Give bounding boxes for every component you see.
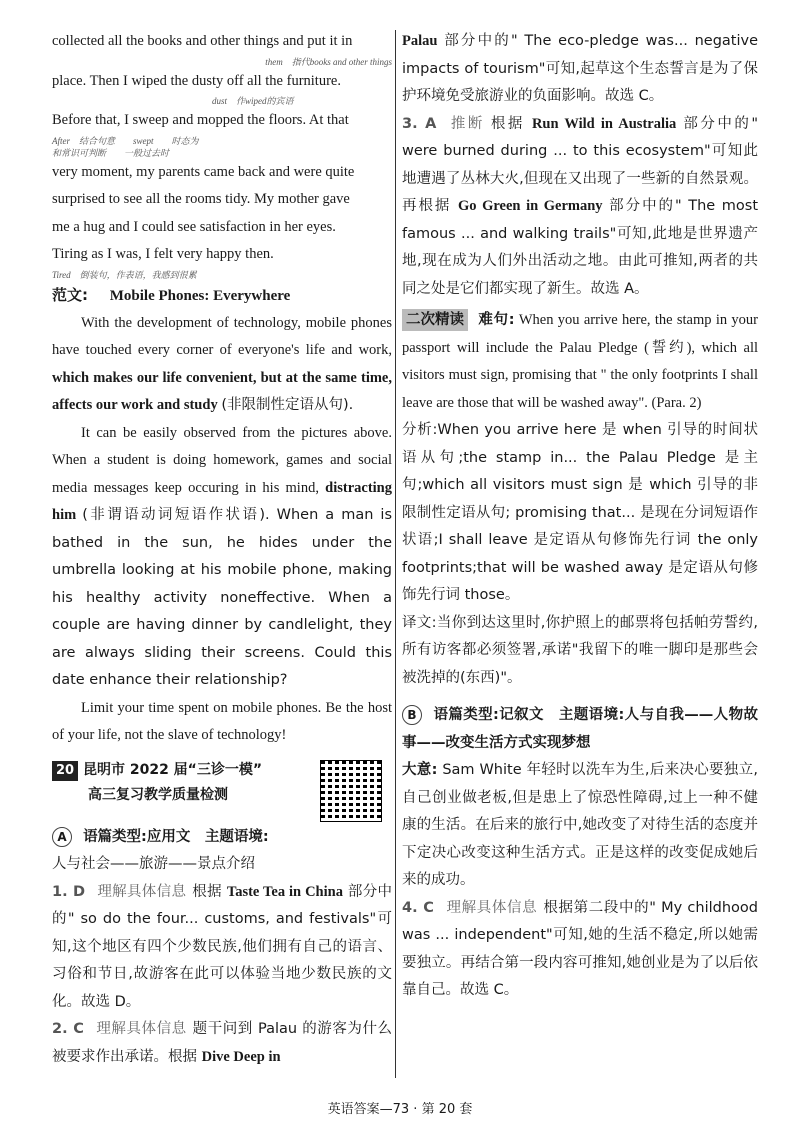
text-line: very moment, my parents came back and were quite (52, 163, 355, 180)
hard-sentence: 二次精读 难句: When you arrive here, the stamp in your passport will include the Palau Pledge (誓约), which all visitors must sign, promising that " the only footprints I shall leave are those that will be washed away". (Para. 2) (402, 307, 758, 417)
annotation: Tired 倒装句，作表语，我感到很累 (52, 269, 197, 280)
answer-1: 1. D 理解具体信息 根据 Taste Tea in China 部分中的" so do the four... customs, and festivals"可知,这个地区有四个少数民族,他们拥有自己的语言、习俗和节日,故游客在此可以体验当地少数民族的文化。故选 D。 (52, 883, 393, 1010)
left-column (52, 28, 392, 1071)
section-title: 昆明市 2022 届“三诊一模” (82, 761, 263, 778)
qr-code-icon (320, 760, 382, 822)
annotation: After 结合句意 swept 时态为 (52, 135, 199, 146)
section-number: 20 (52, 761, 78, 781)
page-footer: 英语答案—73 · 第 20 套 (327, 1102, 473, 1117)
section-header (52, 758, 392, 824)
annotation: 和常识可判断 一般过去时 (52, 147, 170, 158)
analysis: 分析:When you arrive here 是 when 引导的时间状语从句;the stamp in... the Palau Pledge 是主句;which all visitors must sign 是 which 引导的非限制性定语从句; promising that... 是现在分词短语作状语;I shall leave 是定语从句修饰先行词 the only footprints;that will be washed away 是定语从句修饰先行词 those。 (402, 422, 758, 603)
answer-4: 4. C 理解具体信息 根据第二段中的" My childhood was ... independent"可知,她的生活不稳定,所以她需要独立。再结合第一段内容可推知,她创业是为了以后依靠自己。故选 C。 (402, 899, 758, 998)
essay-paragraph: It can be easily observed from the pictures above. When a student is doing homework, games and social media messages keep occuring in his mind, distracting him (非谓语动词短语作状语). When a man is bathed in the sun, he hides under the umbrella looking at his mobile phone, making his healthy activity noneffective. When a couple are having dinner by candlelight, they are always sliding their screens. Could this date enhance their relationship? (52, 424, 393, 688)
essay-paragraph: With the development of technology, mobile phones have touched every corner of everyone's life and work, which makes our life convenient, but at the same time, affects our work and study (非限制性定语从句). (52, 314, 392, 413)
text-line: surprised to see all the rooms tidy. My mother gave (52, 191, 350, 207)
section-subtitle: 高三复习教学质量检测 (88, 786, 228, 803)
text-line: Before that, I sweep and mopped the floors. At that (52, 112, 349, 128)
annotation: them 指代books and other things (265, 56, 392, 67)
text-line: Tiring as I was, I felt very happy then. (52, 246, 274, 262)
second-read-badge: 二次精读 (402, 309, 468, 331)
text-line: place. Then I wiped the dusty off all the furniture. (52, 72, 341, 89)
passage-a-header: A 语篇类型:应用文 主题语境: (52, 824, 392, 852)
translation: 译文:当你到达这里时,你护照上的邮票将包括帕劳誓约,所有访客都必须签署,承诺"我留下的唯一脚印是那些会被洗掉的(东西)"。 (402, 614, 758, 686)
text-line: me a hug and I could see satisfaction in her eyes. (52, 218, 336, 235)
main-idea: 大意: Sam White 年轻时以洗车为生,后来决心要独立,自己创业做老板,但是患上了惊恐性障碍,过上一种不健康的生活。在后来的旅行中,她改变了对待生活的态度并下定决心改变这种生活方式。正是这样的改变促成她后来的成功。 (402, 762, 759, 888)
essay-heading (52, 281, 392, 310)
passage-a-context: 人与社会——旅游——景点介绍 (52, 856, 255, 872)
essay-paragraph: Limit your time spent on mobile phones. Be the host of your life, not the slave of technology! (52, 699, 392, 743)
column-divider (395, 30, 396, 1078)
passage-b-mark: B (402, 705, 422, 725)
essay-label: 范文: (52, 285, 88, 304)
annotation: dust 作wiped的宾语 (212, 96, 294, 106)
answer-2: 2. C 理解具体信息 题干问到 Palau 的游客为什么被要求作出承诺。根据 Dive Deep in (52, 1021, 392, 1065)
essay-title: Mobile Phones: Everywhere (109, 287, 291, 304)
passage-a-mark: A (52, 827, 72, 847)
right-column (402, 28, 758, 1005)
text-line: collected all the books and other things and put it in (52, 33, 353, 49)
answer-3: 3. A 推断 根据 Run Wild in Australia 部分中的" were burned during ... to this ecosystem"可知此地遭遇了丛林大火,但现在又出现了一些新的自然景观。再根据 Go Green in Germany 部分中的" The most famous ... and walking trails"可知,此地是世界遗产地,现在成为人们外出活动之地。由此可推知,两者的共同之处是它们都实现了新生。故选 A。 (402, 115, 759, 297)
answer-2-cont: Palau 部分中的" The eco-pledge was... negative impacts of tourism"可知,起草这个生态誓言是为了保护环境免受旅游业的负面影响。故选 C。 (402, 33, 759, 104)
passage-b-header: B 语篇类型:记叙文 主题语境:人与自我——人物故事——改变生活方式实现梦想 (402, 707, 758, 751)
